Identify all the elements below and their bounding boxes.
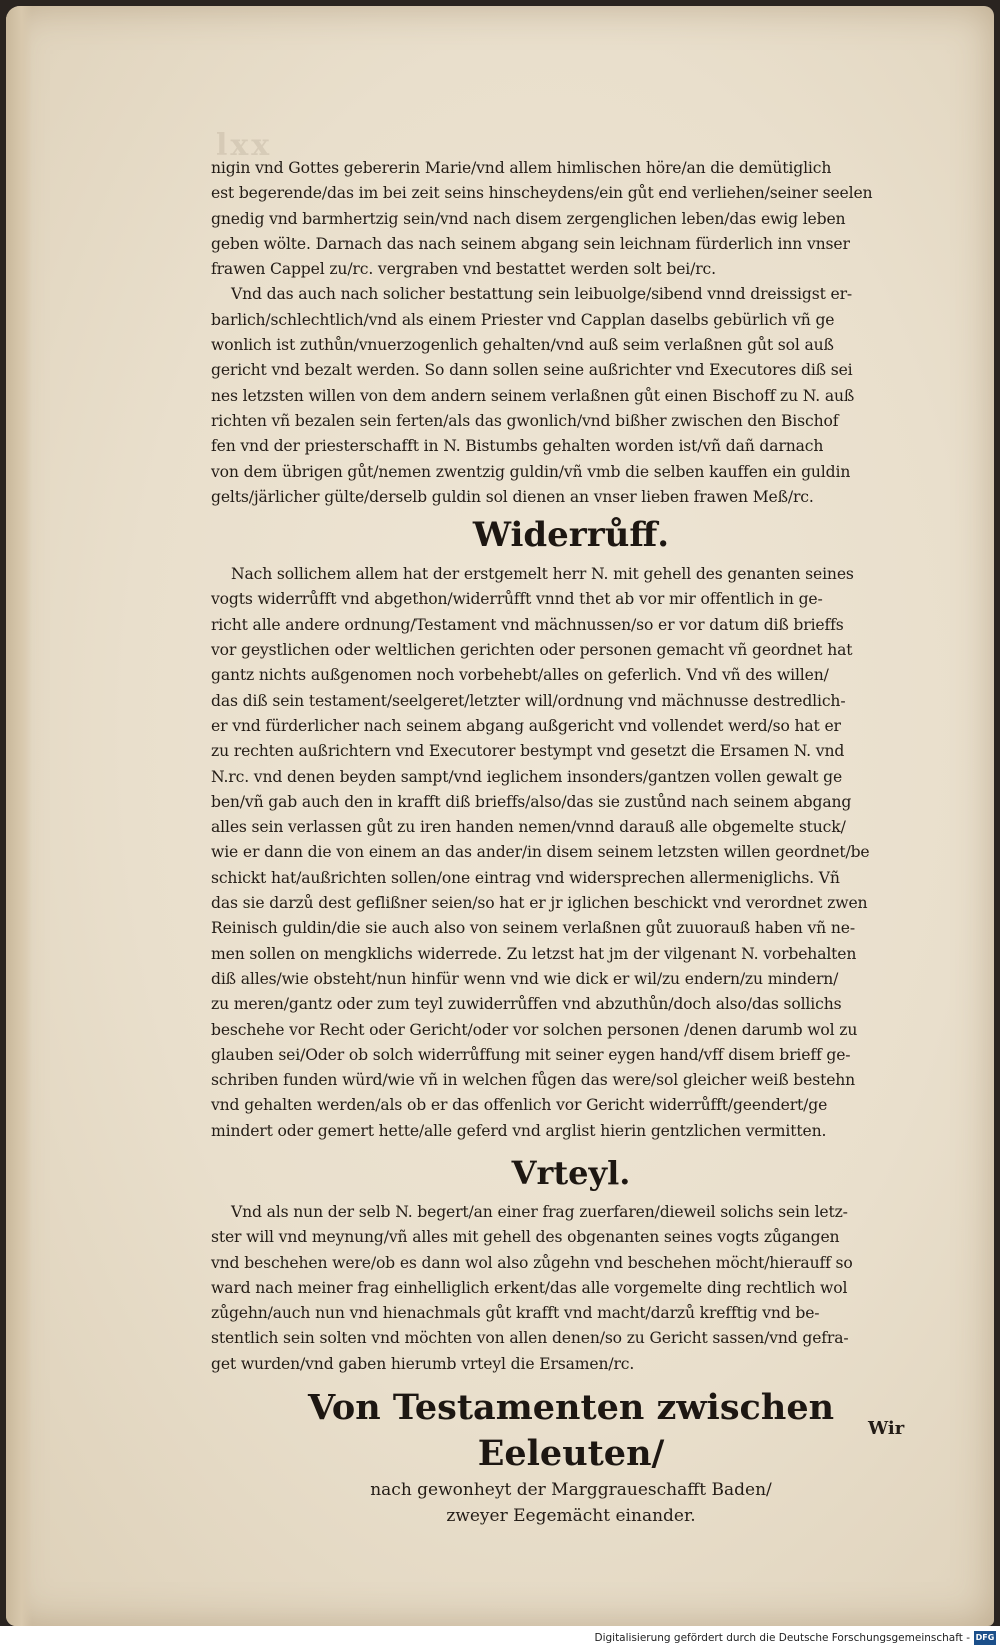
- text-line: wonlich ist zuthůn/vnuerzogenlich gehalten/vnd auß seim verlaßnen gůt sol auß: [211, 336, 834, 355]
- text-line: richt alle andere ordnung/Testament vnd mächnussen/so er vor datum diß brieffs: [211, 615, 844, 634]
- text-line: get wurden/vnd gaben hierumb vrteyl die Ersamen/rc.: [211, 1354, 635, 1373]
- text-line: zůgehn/auch nun vnd hienachmals gůt krafft vnd macht/darzů krefftig vnd be-: [211, 1304, 820, 1323]
- text-line: mindert oder gemert hette/alle geferd vnd arglist hierin gentzlichen vermitten.: [211, 1121, 827, 1140]
- text-line: er vnd fürderlicher nach seinem abgang außgericht vnd vollendet werd/so hat er: [211, 716, 841, 735]
- book-page: [6, 6, 994, 1626]
- paragraph-widerruff: [211, 562, 931, 1144]
- text-line: gnedig vnd barmhertzig sein/vnd nach disem zergenglichen leben/das ewig leben: [211, 209, 846, 228]
- text-line: Nach sollichem allem hat der erstgemelt herr N. mit gehell des genanten seines: [231, 565, 854, 584]
- paragraph-urteil: [211, 1200, 931, 1377]
- text-line: gantz nichts außgenomen noch vorbehebt/alles on geferlich. Vnd vñ des willen/: [211, 666, 829, 685]
- text-line: schickt hat/außrichten sollen/one eintrag vnd widersprechen allermeniglichs. Vñ: [211, 868, 840, 887]
- text-line: alles sein verlassen gůt zu iren handen nemen/vnnd darauß alle obgemelte stuck/: [211, 818, 846, 837]
- section-title: Von Testamenten zwischen Eeleuten/: [307, 1387, 835, 1475]
- text-line: N.rc. vnd denen beyden sampt/vnd ieglichem insonders/gantzen vollen gewalt ge: [211, 767, 843, 786]
- page-binding-edge: [6, 6, 32, 1626]
- text-line: geben wölte. Darnach das nach seinem abgang sein leichnam fürderlich inn vnser: [211, 234, 850, 253]
- text-line: vnd gehalten werden/als ob er das offenlich vor Gericht widerrůfft/geendert/ge: [211, 1096, 828, 1115]
- text-line: diß alles/wie obsteht/nun hinfür wenn vnd wie dick er wil/zu endern/zu mindern/: [211, 969, 839, 988]
- text-line: glauben sei/Oder ob solch widerrůffung mit seiner eygen hand/vff disem brieff ge-: [211, 1045, 851, 1064]
- text-line: Vnd als nun der selb N. begert/an einer frag zuerfaren/dieweil solichs sein letz-: [231, 1202, 848, 1221]
- text-line: vnd beschehen were/ob es dann wol also zůgehn vnd beschehen möcht/hierauff so: [211, 1253, 853, 1272]
- text-line: von dem übrigen gůt/nemen zwentzig guldin/vñ vmb die selben kauffen ein guldin: [211, 462, 851, 481]
- text-line: nigin vnd Gottes gebererin Marie/vnd allem himlischen höre/an die demütiglich: [211, 159, 832, 177]
- text-line: beschehe vor Recht oder Gericht/oder vor solchen personen /denen darumb wol zu: [211, 1020, 858, 1039]
- bleed-through-page-number: lxx: [216, 128, 273, 163]
- text-line: fen vnd der priesterschafft in N. Bistumbs gehalten worden ist/vñ dañ darnach: [211, 437, 824, 456]
- text-line: zu rechten außrichtern vnd Executorer bestympt vnd gesetzt die Ersamen N. vnd: [211, 742, 845, 761]
- text-line: nes letzsten willen von dem andern seinem verlaßnen gůt einen Bischoff zu N. auß: [211, 386, 855, 405]
- text-line: frawen Cappel zu/rc. vergraben vnd bestattet werden solt bei/rc.: [211, 260, 716, 279]
- text-line: vogts widerrůfft vnd abgethon/widerrůfft vnnd thet ab vor mir offentlich in ge-: [211, 590, 823, 609]
- text-line: Vnd das auch nach solicher bestattung sein leibuolge/sibend vnnd dreissigst er-: [231, 285, 852, 304]
- page-text: [211, 156, 931, 1529]
- text-line: gelts/järlicher gülte/derselb guldin sol dienen an vnser lieben frawen Meß/rc.: [211, 487, 814, 506]
- paragraph-testament-end: [211, 156, 931, 510]
- text-line: ben/vñ gab auch den in krafft diß brieffs/also/das sie zustůnd nach seinem abgang: [211, 792, 852, 811]
- text-line: stentlich sein solten vnd möchten von allen denen/so zu Gericht sassen/vnd gefra-: [211, 1329, 849, 1348]
- text-line: ward nach meiner frag einhelliglich erkent/das alle vorgemelte ding rechtlich wol: [211, 1278, 848, 1297]
- section-subtitle-line-2: zweyer Eegemächt einander.: [446, 1506, 696, 1527]
- text-line: schriben funden würd/wie vñ in welchen fůgen das were/sol gleicher weiß bestehn: [211, 1071, 856, 1090]
- text-line: zu meren/gantz oder zum teyl zuwiderrůffen vnd abzuthůn/doch also/das sollichs: [211, 995, 842, 1014]
- text-line: das diß sein testament/seelgeret/letzter will/ordnung vnd mächnusse destredlich-: [211, 691, 846, 710]
- digitization-footer: [0, 1626, 1000, 1648]
- section-subtitle-line-1: nach gewonheyt der Marggraueschafft Baden/: [370, 1480, 772, 1501]
- text-line: Reinisch guldin/die sie auch also von seinem verlaßnen gůt zuuorauß haben vñ ne-: [211, 919, 855, 938]
- text-line: das sie darzů dest geflißner seien/so hat er jr iglichen beschickt vnd verordnet zwen: [211, 894, 868, 913]
- text-line: ster will vnd meynung/vñ alles mit gehell des obgenanten seines vogts zůgangen: [211, 1228, 840, 1247]
- text-line: barlich/schlechtlich/vnd als einem Priester vnd Capplan daselbs gebürlich vñ ge: [211, 310, 835, 329]
- text-line: wie er dann die von einem an das ander/in disem seinem letzsten willen geordnet/be: [211, 843, 870, 862]
- heading-urteil: Vrteyl.: [511, 1153, 631, 1192]
- text-line: vor geystlichen oder weltlichen gerichten oder personen gemacht vñ geordnet hat: [211, 641, 853, 660]
- text-line: gericht vnd bezalt werden. So dann sollen seine außrichter vnd Executores diß sei: [211, 361, 853, 380]
- dfg-logo: DFG: [974, 1631, 996, 1645]
- heading-widerruff: Widerrůff.: [472, 515, 670, 556]
- footer-credit-text: Digitalisierung gefördert durch die Deutsche Forschungsgemeinschaft -: [594, 1632, 970, 1644]
- text-line: est begerende/das im bei zeit seins hinscheydens/ein gůt end verliehen/seiner seelen: [211, 184, 873, 203]
- text-line: richten vñ bezalen sein ferten/als das gwonlich/vnd bißher zwischen den Bischof: [211, 411, 839, 430]
- catchword: Wir: [868, 1418, 905, 1439]
- text-line: men sollen on mengklichs widerrede. Zu letzst hat jm der vilgenant N. vorbehalten: [211, 944, 857, 963]
